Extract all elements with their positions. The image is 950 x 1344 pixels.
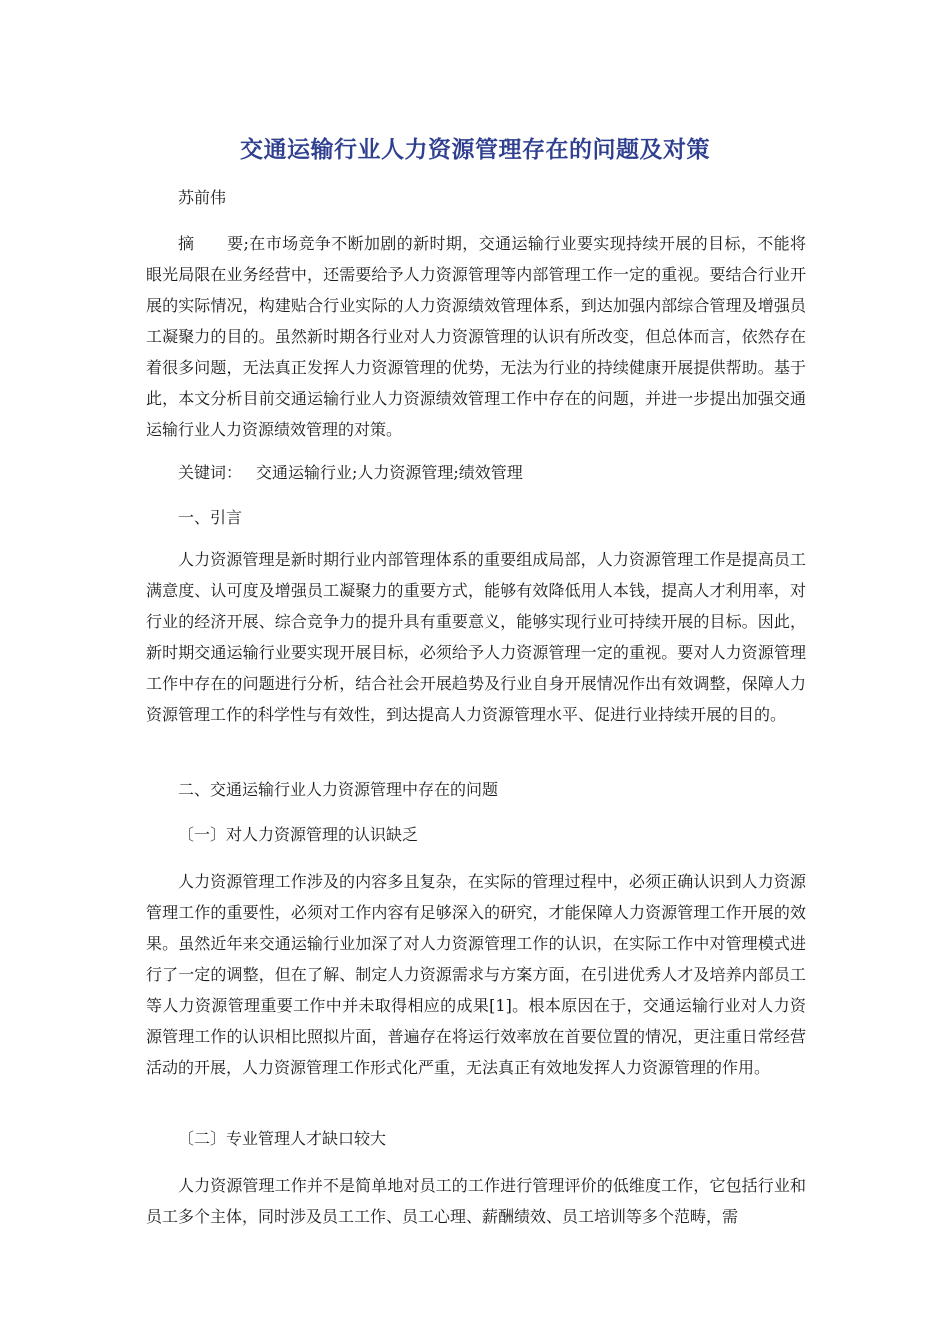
abstract-paragraph: 摘 要;在市场竞争不断加剧的新时期，交通运输行业要实现持续开展的目标，不能将眼光局限在业务经营中，还需要给予人力资源管理等内部管理工作一定的重视。要结合行业开展的实际情况，构建贴合行业实际的人力资源绩效管理体系，到达加强内部综合管理及增强员工凝聚力的目的。虽然新时期各行业对人力资源管理的认识有所改变，但总体而言，依然存在着很多问题，无法真正发挥人力资源管理的优势，无法为行业的持续健康开展提供帮助。基于此，本文分析目前交通运输行业人力资源绩效管理工作中存在的问题，并进一步提出加强交通运输行业人力资源绩效管理的对策。 xyxy=(146,234,806,439)
subsection-2-paragraph: 人力资源管理工作并不是简单地对员工的工作进行管理评价的低维度工作，它包括行业和员工多个主体，同时涉及员工工作、员工心理、薪酬绩效、员工培训等多个范畴，需 xyxy=(146,1176,806,1226)
keywords-label: 关键词： xyxy=(178,463,243,482)
document-title: 交通运输行业人力资源管理存在的问题及对策 xyxy=(240,137,710,163)
subsection-heading-2: 〔二〕专业管理人才缺口较大 xyxy=(178,1129,387,1148)
section-heading-intro: 一、引言 xyxy=(178,508,243,527)
keywords-value: 交通运输行业;人力资源管理;绩效管理 xyxy=(256,463,523,482)
section-heading-problems: 二、交通运输行业人力资源管理中存在的问题 xyxy=(178,780,499,799)
subsection-1-paragraph: 人力资源管理工作涉及的内容多且复杂，在实际的管理过程中，必须正确认识到人力资源管理工作的重要性，必须对工作内容有足够深入的研究，才能保障人力资源管理工作开展的效果。虽然近年来交通运输行业加深了对人力资源管理工作的认识，在实际工作中对管理模式进行了一定的调整，但在了解、制定人力资源需求与方案方面，在引进优秀人才及培养内部员工等人力资源管理重要工作中并未取得相应的成果[1]。根本原因在于，交通运输行业对人力资源管理工作的认识相比照拟片面，普遍存在将运行效率放在首要位置的情况，更注重日常经营活动的开展，人力资源管理工作形式化严重，无法真正有效地发挥人力资源管理的作用。 xyxy=(146,872,806,1077)
keywords-line xyxy=(178,462,523,484)
intro-paragraph: 人力资源管理是新时期行业内部管理体系的重要组成局部，人力资源管理工作是提高员工满意度、认可度及增强员工凝聚力的重要方式，能够有效降低用人本钱，提高人才利用率，对行业的经济开展、综合竞争力的提升具有重要意义，能够实现行业可持续开展的目标。因此，新时期交通运输行业要实现开展目标，必须给予人力资源管理一定的重视。要对人力资源管理工作中存在的问题进行分析，结合社会开展趋势及行业自身开展情况作出有效调整，保障人力资源管理工作的科学性与有效性，到达提高人力资源管理水平、促进行业持续开展的目的。 xyxy=(146,550,806,724)
subsection-heading-1: 〔一〕对人力资源管理的认识缺乏 xyxy=(178,825,419,844)
author-name: 苏前伟 xyxy=(178,188,227,207)
